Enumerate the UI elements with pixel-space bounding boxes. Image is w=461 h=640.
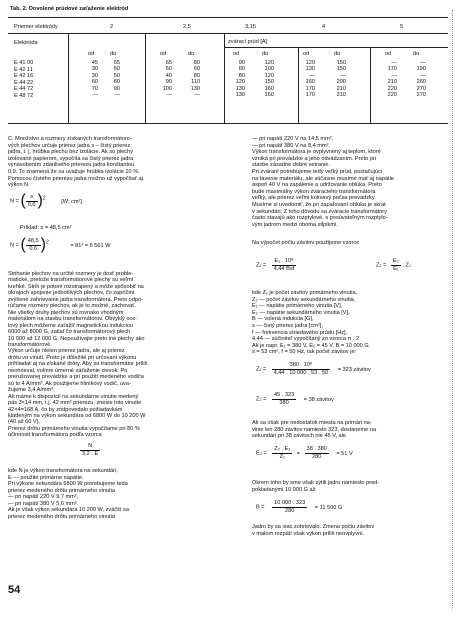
text-line: — pri napätí 220 V na 14,5 mm², — [252, 136, 334, 142]
text-line: zvýšené zahrievanie jadra transformátora. Preto odpo- — [8, 296, 143, 303]
fraction-numerator: 38 . 380 — [306, 446, 327, 452]
table-cell: 120 — [264, 72, 274, 79]
text-line: 10 000 až 12 000 G. Nepoužívajte preto iné plechy ako — [8, 335, 145, 342]
text-line: Výkon určuje nielen prierez jadra, ale aj prierez — [8, 348, 125, 355]
table-cell: E 44 22 — [14, 79, 34, 86]
fraction — [272, 446, 292, 460]
odo-label: do — [334, 51, 341, 57]
text-line: jadra, t. j. hrúbka plechu bez izolácie. Ak sú plechy — [8, 149, 133, 156]
table-cell: — — [420, 60, 426, 66]
formula-lhs: B = — [256, 504, 265, 511]
text-line: sú to 4 A/mm². Ak použijeme hliníkový vodič, uva- — [8, 380, 131, 387]
table-cell: 160 — [305, 79, 315, 86]
table-cell: — — [391, 60, 397, 66]
formula-lhs: Z₁ = — [256, 262, 267, 269]
text-line: B — volená indukcia [G], — [252, 316, 314, 323]
table-cell: — — [114, 92, 120, 99]
text-line: prierez medeného drôtu primárneho vinutia — [8, 487, 115, 494]
fraction-numerator: 48,5 — [27, 238, 39, 244]
col-d315-do — [258, 60, 274, 98]
header-diameter-315: 3,15 — [245, 24, 256, 30]
table-cell: 200 — [336, 79, 346, 86]
table-cell: 80 — [193, 72, 200, 79]
formula-z1-example — [256, 362, 371, 376]
table-cell: — — [92, 92, 98, 99]
fraction-denominator: 280 — [285, 507, 295, 514]
table-cell: 270 — [416, 92, 426, 99]
table-rule-bottom — [8, 123, 448, 124]
text-line: 0,9. To znamená že sa uvažuje hrúbka izolácie 10 %. — [8, 168, 140, 175]
header-diameter-5: 5 — [400, 24, 404, 30]
text-line: Jadro by sa viac zohrievalo. Zmena počtu závitov — [252, 524, 375, 530]
text-line: — pri napätí 220 V 9,7 mm², — [8, 494, 79, 500]
fraction-denominator: 380 — [279, 399, 289, 406]
fraction-numerator: E₂ — [392, 258, 399, 264]
text-line: účinnosti transformátora podľa vzorca — [8, 432, 102, 439]
text-line: kde N je výkon transformátora na sekundári, — [8, 468, 118, 474]
odo-label: od — [160, 51, 167, 57]
table-cell: 90 — [113, 85, 120, 92]
text-line: Okrem toho by sme však sýtili jadro namiesto pred- — [252, 480, 380, 486]
paren-close: ) — [37, 191, 43, 209]
table-cell: 210 — [336, 92, 346, 99]
fraction — [272, 362, 330, 376]
text-line: Nie všetky druhy plechov sú rovnako vhodným — [8, 309, 124, 316]
header-electrode-label: Elektróda — [14, 40, 38, 46]
text-line: Pri výkone sekundára 6800 W potrebujeme teda — [8, 481, 128, 487]
formula-unit: [W; cm²] — [61, 198, 82, 205]
table-cell: E 42 16 — [14, 73, 34, 80]
exponent: 2 — [45, 239, 49, 246]
text-line: vým jadrom medzi oboma stĺpikmi. — [252, 221, 338, 228]
table-cell: 65 — [113, 60, 120, 66]
text-line: Pri zváraní potrebujeme tedy veľký prúd, postačujúci — [252, 168, 383, 175]
text-line: Pomocou čistého prierezu jadra možno už vypočítať aj — [8, 175, 143, 182]
text-line: vynásobením zdanlivého prierezu jadra konštantou — [8, 162, 135, 169]
text-line: žujeme 3,4 A/mm². — [8, 387, 55, 394]
table-cell: 100 — [264, 66, 274, 73]
text-line: drôtu vo vinutí. Preto je dôležité pri určovaní výkonu — [8, 354, 137, 361]
text-line: transformátorové. — [8, 341, 52, 348]
text-line: izolované papierom, vypočíta sa čistý prierez jadra — [8, 155, 134, 162]
table-vrule-2 — [145, 33, 146, 123]
table-cell: 120 — [235, 79, 245, 86]
text-line: materiálom na stavbu transformátorov. Obvyklý oce- — [8, 316, 138, 323]
formula-rhs: = 323 závitov — [337, 366, 371, 373]
text-line: prihliadať aj na získané drôty. Aby sa transformátor príliš — [8, 361, 148, 368]
table-cell: 50 — [113, 66, 120, 73]
table-cell: 60 — [193, 66, 200, 73]
table-cell: 170 — [387, 66, 397, 73]
text-line: aspoň 40 V na zapálenie a udržovanie oblúka. Preto — [252, 182, 382, 189]
fraction-numerator: E₁ . 10⁸ — [272, 258, 297, 266]
text-line: pás 3×14 mm, t.j. 42 mm² prierezu, znesie toto vinutie — [8, 400, 142, 407]
formula-rhs: = 51 V — [336, 450, 353, 457]
fraction-denominator: 3,2 . E — [82, 450, 99, 457]
text-line: — pri napätí 380 V na 8,4 mm². — [252, 142, 331, 149]
formula-lhs: Z₂ = — [376, 262, 387, 269]
fraction-numerator: 380 . 10⁸ — [272, 362, 330, 370]
text-line: E₁ — napätie primárneho vinutia [V], — [252, 303, 343, 310]
text-line: s = 53 cm², f = 50 Hz, tak počet závitov je: — [252, 349, 357, 356]
odo-label: do — [262, 51, 269, 57]
fraction-numerator: Z₂ . E₁ — [274, 446, 291, 452]
left-paragraph-3 — [8, 468, 129, 520]
table-cell: — — [194, 92, 200, 99]
fraction-denominator: 4,44 Bsf — [273, 265, 295, 272]
table-vrule-5 — [370, 47, 371, 123]
text-line: rúčame rozmery plechov, ak je to možné, zachovať. — [8, 303, 136, 310]
table-cell: 170 — [305, 92, 315, 99]
header-diameter-label: Priemer elektródy — [14, 24, 58, 30]
text-line: E₂ — napätie sekundárneho vinutia [V], — [252, 309, 350, 316]
text-line: lový plech môžeme zaťažiť magnetickou indukciou — [8, 322, 134, 329]
text-line: 6000 až 8000 G, zatiaľ čo transformátorový plech — [8, 329, 131, 336]
table-cell: 80 — [238, 66, 245, 73]
fraction-numerator: 45 . 323 — [273, 392, 295, 398]
table-cell: 260 — [416, 79, 426, 86]
text-line: 42×4=168 A, čo by zodpovedalo požiadavkám — [8, 406, 123, 413]
fraction — [272, 500, 307, 514]
right-paragraph-2 — [252, 420, 376, 440]
right-paragraph-4 — [252, 524, 374, 537]
electrode-column — [14, 60, 33, 100]
table-cell: — — [340, 72, 346, 79]
table-cell: 65 — [165, 60, 172, 66]
paren-close: ) — [40, 235, 46, 253]
col-d4-do — [330, 60, 346, 98]
col-d2-do — [106, 60, 120, 98]
text-line: Musíme si uvedomiť, že pri zapaľovaní oblúka je skrat — [252, 201, 386, 208]
formula-e2 — [256, 446, 353, 460]
header-diameter-4: 4 — [322, 24, 326, 30]
formula-lhs: N = — [10, 242, 19, 249]
table-cell: E 41 00 — [14, 60, 34, 66]
text-line: bude maximálny výkon zváracieho transformátora — [252, 188, 376, 195]
header-diameter-25: 2,5 — [183, 24, 191, 30]
table-cell: 270 — [416, 85, 426, 92]
symbol-legend — [252, 290, 369, 356]
formula-lhs: E₂ = — [256, 450, 267, 457]
text-line: pokladanými 10 000 G až — [252, 486, 316, 493]
right-paragraph-1 — [252, 136, 394, 228]
formula-b — [256, 500, 342, 514]
formula-wire-section — [80, 443, 100, 457]
left-paragraph-2 — [8, 271, 147, 439]
table-cell: 130 — [305, 66, 315, 73]
formula-lhs: N = — [10, 198, 19, 205]
text-line: v malom rozpätí však výkon príliš neovplyvní. — [252, 530, 365, 537]
table-cell: E 42 11 — [14, 66, 33, 73]
table-rule-sub — [224, 47, 448, 48]
table-cell: 30 — [91, 66, 98, 73]
text-line: neohrieval, volíme úmerné zaťaženie cievok. Pri — [8, 367, 128, 374]
text-line: krehké. Strih je potom rozstrapený a môže spôsobiť na — [8, 283, 144, 290]
odo-label: od — [88, 51, 95, 57]
table-cell: 60 — [91, 79, 98, 86]
col-d5-do — [410, 60, 426, 98]
col-d5-od — [381, 60, 397, 98]
table-vrule-3 — [224, 33, 225, 123]
fraction-denominator: Z₁ — [279, 453, 285, 460]
exponent: 2 — [42, 195, 46, 202]
text-line: C. Množstvo a rozmery získaných transformátoro- — [8, 136, 132, 142]
text-line: prerušovanej prevádzke a pri použití medeného vodiča — [8, 374, 144, 381]
table-cell: 150 — [264, 79, 274, 86]
text-line: veľký, ale prierez veľmi kolísavý počas prevádzky. — [252, 195, 376, 202]
table-cell: 100 — [162, 85, 172, 92]
left-paragraph-1 — [8, 136, 143, 189]
example-label: Príklad: s = 48,5 cm² — [20, 225, 72, 231]
fraction — [80, 443, 100, 457]
table-cell: 70 — [91, 85, 98, 92]
formula-rhs: = 11 500 G — [314, 504, 343, 511]
formula-rhs: . Z₁ — [402, 262, 411, 269]
table-cell: 40 — [165, 72, 172, 79]
right-edge-mark — [452, 10, 453, 610]
text-line: E — použité primárne napätie. — [8, 474, 84, 481]
text-line: v sekundári. Z toho dôvodu sa zváracie transformátory — [252, 208, 387, 215]
table-cell: 220 — [387, 92, 397, 99]
odo-label: od — [303, 51, 310, 57]
formula-power — [10, 191, 82, 209]
odo-label: do — [413, 51, 420, 57]
table-caption: Tab. 2. Dovolené prúdové zaťaženie elektród — [10, 6, 129, 12]
text-line: Ak sa však pre nedostatok miesta na primári na- — [252, 420, 372, 426]
formula-z1 — [256, 258, 296, 272]
fraction-numerator: 10 000 . 323 — [274, 500, 306, 506]
table-cell: 190 — [416, 66, 426, 73]
table-rule-top — [8, 17, 448, 18]
table-cell: 45 — [91, 60, 98, 66]
fraction — [272, 392, 296, 406]
col-d2-od — [84, 60, 98, 98]
table-rule-header — [8, 33, 448, 34]
text-line: výkon N — [8, 182, 29, 189]
odo-label: od — [233, 51, 240, 57]
table-cell: 30 — [91, 72, 98, 79]
text-line: 4,44 — súčiniteľ vypočítaný zo vzorca π . 2 — [252, 336, 360, 343]
odo-label: do — [110, 51, 117, 57]
formula-lhs: Z₁ = — [256, 366, 267, 373]
formula-rhs: = 81² = 6 561 W — [70, 242, 111, 249]
fraction — [391, 258, 401, 272]
text-line: (40 až 60 V). — [8, 419, 41, 426]
formula-example — [10, 235, 111, 253]
fraction-numerator: s — [26, 194, 38, 202]
text-line: vinie len 280 závitov namiesto 323, dostaneme na — [252, 426, 377, 433]
fraction — [305, 446, 329, 460]
odo-label: od — [385, 51, 392, 57]
table-cell: 210 — [336, 85, 346, 92]
odo-label: do — [188, 51, 195, 57]
text-line: Z₂ — počet závitov sekundárneho vinutia, — [252, 296, 356, 303]
col-d4-od — [299, 60, 315, 98]
table-cell: 120 — [305, 60, 315, 66]
table-cell: 220 — [387, 85, 397, 92]
table-cell: 160 — [264, 92, 274, 99]
fraction-denominator: E₁ — [393, 265, 399, 272]
table-cell: — — [166, 92, 172, 99]
paren-open: ( — [20, 191, 26, 209]
fraction-denominator: 280 — [312, 453, 322, 460]
text-line: Výkon transformátora je ovplyvnený aj teplom, ktoré — [252, 149, 381, 156]
fraction-denominator: 0,6 — [27, 201, 36, 208]
table-cell: 130 — [235, 85, 245, 92]
text-line: — pri napätí 380 V 5,6 mm². — [8, 500, 79, 507]
text-line: Ak je napr. E₁ = 380 V, E₂ = 45 V, B = 10 000 G — [252, 342, 369, 349]
text-line: f — frekvencia striedavého prúdu [Hz], — [252, 329, 348, 336]
table-cell: 90 — [165, 79, 172, 86]
formula-z2 — [376, 258, 411, 272]
table-cell: — — [420, 72, 426, 79]
table-cell: 150 — [336, 60, 346, 66]
fraction — [26, 238, 41, 252]
table-cell: 50 — [165, 66, 172, 73]
table-vrule-1 — [68, 33, 69, 123]
fraction-numerator: N — [80, 443, 100, 451]
text-line: Ak je však výkon sekundára 10 200 W, zväčší sa — [8, 507, 129, 513]
table-cell: 210 — [387, 79, 397, 86]
table-cell: 80 — [113, 79, 120, 86]
formula-lhs: Z₂ = — [256, 396, 267, 403]
table-cell: 80 — [193, 60, 200, 66]
formula-z2-example — [256, 392, 334, 406]
col-d25-od — [156, 60, 172, 98]
paren-open: ( — [20, 235, 26, 253]
text-line: vzniká pri prevádzke a jeho odvádzaním. Preto pri — [252, 155, 377, 162]
text-line: kladeným na výkon sekundára od 6800 W do 10 200 W — [8, 412, 146, 419]
text-line: s — čistý prierez jadra [cm²], — [252, 322, 323, 329]
table-cell: — — [391, 72, 397, 79]
text-line: stavbe zásadne dobré vetranie. — [252, 162, 331, 169]
table-cell: 50 — [113, 72, 120, 79]
table-cell: E 44 72 — [14, 86, 34, 93]
col-d25-do — [184, 60, 200, 98]
text-line: Strihanie plechov na určité rozmery je dosť proble- — [8, 271, 134, 277]
fraction — [272, 258, 297, 272]
text-line: sekundári pri 38 závitoch nie 45 V, ale — [252, 433, 347, 440]
table-cell: 170 — [305, 85, 315, 92]
text-line: na tavenie materiálu, ale súčasne musíme mať aj napätie — [252, 175, 395, 182]
text-line: okrajoch spojenie jednotlivých plechov, čo zapríčiní — [8, 290, 135, 297]
fraction-denominator: 0,6 — [29, 245, 38, 252]
table-cell: 130 — [190, 85, 200, 92]
page-number: 54 — [8, 584, 21, 596]
table-cell: 120 — [264, 60, 274, 66]
header-current-label: zvárací prúd [A] — [228, 39, 268, 45]
table-cell: 130 — [235, 92, 245, 99]
table-cell: 80 — [238, 72, 245, 79]
text-line: kde Z₁ je počet závitov primárneho vinutia, — [252, 290, 358, 296]
text-line: Ak máme k dispozícii na sekundárne vinutie medený — [8, 393, 139, 400]
text-line: matické, pretože transformátorové plechy sú veľmi — [8, 277, 134, 284]
fraction-denominator: 4,44 . 10 000 . 53 . 50 — [273, 369, 329, 376]
turns-intro: Na výpočet počtu závitov použijeme vzorce — [252, 240, 360, 246]
table-cell: 90 — [238, 60, 245, 66]
header-diameter-2: 2 — [110, 24, 114, 30]
table-cell: — — [309, 72, 315, 79]
text-line: vých plechov určuje prierez jadra s – čistý prierez — [8, 142, 131, 149]
table-cell: E 48 72 — [14, 92, 34, 99]
col-d315-od — [229, 60, 245, 98]
table-cell: 110 — [191, 79, 200, 86]
right-paragraph-3 — [252, 480, 379, 493]
text-line: prierez medeného drôtu primárneho vinutia — [8, 513, 115, 520]
table-cell: 150 — [336, 66, 346, 73]
table-cell: 160 — [264, 85, 274, 92]
formula-rhs: = 38 závitov — [303, 396, 334, 403]
text-line: Prierez drôtu primárneho vinutia vypočítame pri 80 % — [8, 425, 140, 432]
fraction — [26, 194, 38, 208]
text-line: často stavajú ako rozptylové, s posúvateľným rozptylo- — [252, 215, 388, 222]
equals-sign: = — [296, 450, 301, 457]
